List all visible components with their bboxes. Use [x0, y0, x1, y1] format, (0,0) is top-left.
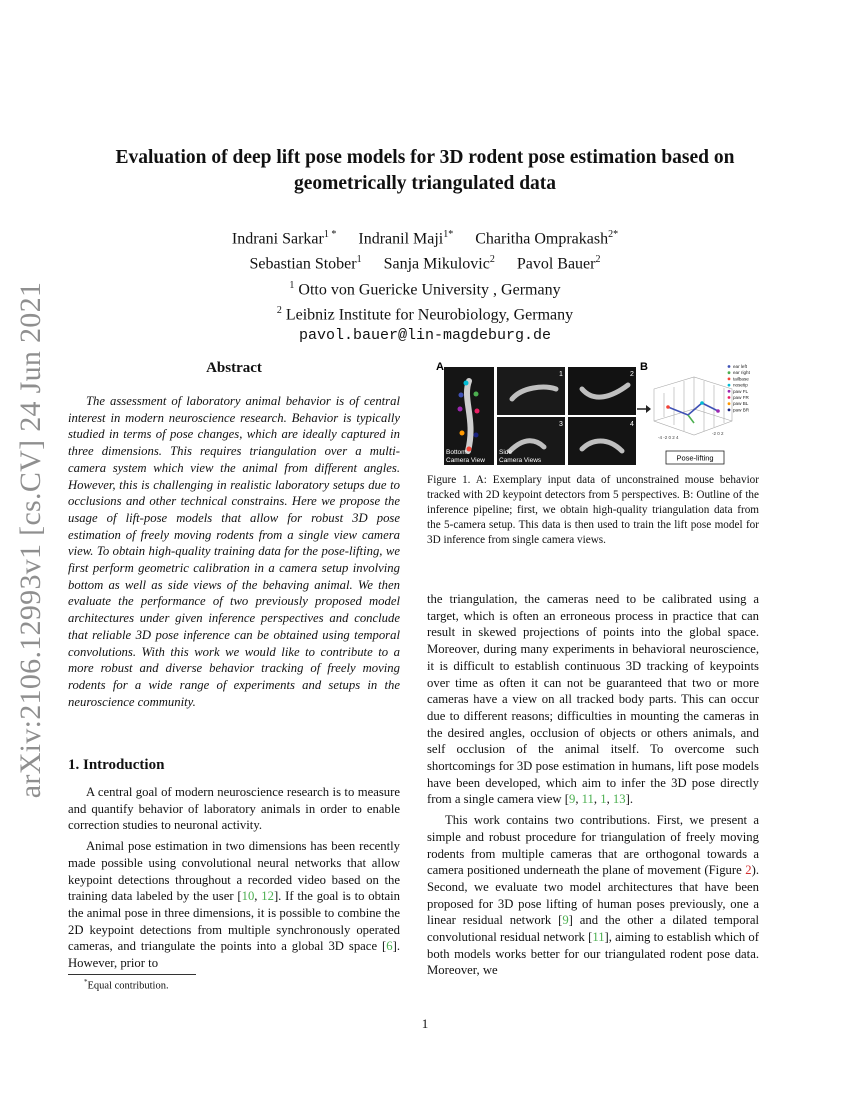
footnote: *Equal contribution.	[84, 978, 169, 992]
paper-title	[80, 145, 770, 197]
svg-text:Camera Views: Camera Views	[499, 457, 542, 464]
legend-marker	[728, 365, 731, 368]
arxiv-id: arXiv:2106.12993v1 [cs.CV] 24 Jun 2021	[14, 281, 47, 799]
legend-label: nosetip	[733, 382, 748, 388]
svg-text:3: 3	[559, 421, 563, 428]
svg-text:-2 0 2: -2 0 2	[712, 431, 724, 436]
legend-label: paw FR	[733, 395, 749, 400]
intro-paragraph-2: Animal pose estimation in two dimensions has been recently made possible using convolutional neural networks that allow keypoint detections throughout a recorded video based on the training data labeled by the user [10, 12]. If the goal is to obtain the animal pose in three dimensions, it is possible to combine the 2D keypoint detections from multiple synchronously operated cameras, and triangulate the points into a global 3D space [6]. However, prior to	[68, 839, 400, 971]
contact-email: pavol.bauer@lin-magdeburg.de	[298, 327, 552, 345]
figure-1-caption: Figure 1. A: Exemplary input data of unconstrained mouse behavior tracked with 2D keypoint detectors from 5 perspectives. B: Outline of the inference pipeline; first, we obtain high-quality triangulation data from the 5-camera setup. This data is then used to train the lift pose model for 3D inference from single camera views.	[427, 474, 759, 546]
svg-text:2: 2	[630, 371, 634, 378]
intro-paragraph-1: A central goal of modern neuroscience research is to measure and quantify behavior of laboratory animals in order to enable correction studies to neuronal activity.	[68, 785, 400, 833]
legend-label: ear left	[733, 364, 748, 369]
author-name: Sebastian Stober$^1$	[249, 254, 362, 273]
abstract-heading: Abstract	[206, 360, 262, 376]
legend-label: ear right	[733, 370, 750, 376]
legend-marker	[728, 390, 731, 393]
introduction-body	[68, 784, 400, 976]
figure-label-a: A	[436, 361, 444, 373]
citation-link[interactable]: 12	[261, 889, 274, 904]
legend-marker	[728, 371, 731, 374]
figure-legend	[728, 364, 751, 412]
citation-link[interactable]: 10	[241, 889, 255, 904]
body-paragraph-2: This work contains two contributions. First, we present a simple and robust procedure for triangulation of freely moving rodents from multiple cameras that are orthogonal towards a camera positioned underneath the plane of movement (Figure 2). Second, we evaluate two model architectures that have been proposed for 3D pose lifting of human poses previously, one a linear residual network [9] and the other a dilated temporal convolutional residual network [11], aiming to establish which of both models works better for our triangulated rodent pose data. Moreover, we	[427, 813, 760, 978]
legend-marker	[728, 378, 731, 381]
svg-text:-4 -2 0 2 4: -4 -2 0 2 4	[658, 435, 679, 440]
citation-link[interactable]: 6	[386, 939, 393, 954]
author-row-1	[100, 224, 750, 249]
author-name: Charitha Omprakash$^{2*}$	[475, 229, 619, 248]
title-line-1: Evaluation of deep lift pose models for 3D rodent pose estimation based on	[115, 147, 735, 168]
citation-link[interactable]: 11	[581, 792, 594, 807]
legend-label: paw BR	[733, 407, 750, 413]
figure-label-b: B	[640, 361, 648, 373]
body-paragraph-1: the triangulation, the cameras need to be calibrated using a target, which is often an erroneous process in practice that can result in skewed projections of points into the global space. Moreover, during many experiments in behavioral neuroscience, it is difficult to establish continuous 3D tracking of keypoints over time as often it can not be guaranteed that two or more cameras have a view on all tracked body parts. This can occur due to different reasons; difficulties in mounting the cameras in the desired angles, occlusion of objects or others animals, and self occlusion of the animal itself. To overcome such shortcomings for 3D pose estimation in humans, lift pose models have been developed, which aim to infer the 3D pose directly from a single camera view [9, 11, 1, 13].	[427, 592, 759, 807]
title-line-2: geometrically triangulated data	[293, 173, 557, 194]
author-block	[100, 224, 750, 346]
figure-reference-link[interactable]: 2	[745, 863, 752, 878]
abstract-text: The assessment of laboratory animal behavior is of central interest in modern neuroscience research. Behavior is typically studied in terms of pose changes, which are ideally captured in three dimensions. This requires triangulation over a multi-camera system which view the animal from different angles. However, this is challenging in realistic laboratory setups due to occlusions and other technical constrains. Here we propose the usage of lift-pose models that allow for robust 3D pose estimation of freely moving rodents from a single view camera view. To obtain high-quality training data for the pose-lifting, we first perform geometric calibration in a camera setup involving bottom as well as side views of the behaving animal. We then evaluate the performance of two previously proposed model architectures under given inference perspectives and conclude that reliable 3D pose inference can be obtained using temporal convolutions. With this work we would like to contribute to a more robust and diverse behavior tracking of freely moving rodents for a wide range of experiments and setups in the neuroscience community.	[68, 394, 400, 709]
author-row-2	[100, 249, 750, 274]
arxiv-side-stamp	[3, 281, 59, 799]
svg-text:Side: Side	[499, 449, 513, 456]
author-name: Pavol Bauer$^2$	[516, 254, 601, 273]
author-name: Indrani Sarkar$^{1 *}$	[231, 229, 337, 248]
legend-marker	[728, 384, 731, 387]
page-number: 1	[421, 1016, 429, 1031]
affiliation-2: $^2$ Leibniz Institute for Neurobiology, Germany	[276, 304, 574, 324]
svg-text:1: 1	[559, 371, 563, 378]
citation-link[interactable]: 9	[568, 792, 576, 807]
legend-marker	[728, 409, 731, 412]
author-name: Sanja Mikulovic$^2$	[383, 254, 495, 273]
svg-text:4: 4	[630, 421, 634, 428]
legend-label: paw FL	[733, 388, 749, 394]
citation-link[interactable]: 9	[562, 913, 569, 928]
legend-label: paw BL	[733, 401, 749, 407]
figure-1	[432, 359, 758, 469]
citation-link[interactable]: 13	[612, 792, 626, 807]
right-column-body	[427, 591, 759, 983]
citation-link[interactable]: 1	[600, 792, 607, 807]
section-heading-introduction: 1. Introduction	[68, 757, 165, 773]
figure-1-graphic	[432, 359, 758, 469]
svg-text:Bottom: Bottom	[446, 449, 467, 456]
footnote-rule	[68, 974, 196, 975]
author-name: Indranil Maji$^{1*}$	[358, 229, 454, 248]
side-camera-image-2	[568, 367, 636, 415]
affiliation-1: $^1$ Otto von Guericke University , Germany	[289, 279, 561, 298]
legend-marker	[728, 396, 731, 399]
svg-text:Camera View: Camera View	[446, 457, 485, 464]
legend-label: tailbase	[733, 376, 749, 382]
pose-3d-plot	[654, 377, 732, 435]
pose-lifting-label: Pose-lifting	[676, 453, 714, 463]
legend-marker	[728, 402, 731, 405]
citation-link[interactable]: 11	[592, 930, 605, 945]
